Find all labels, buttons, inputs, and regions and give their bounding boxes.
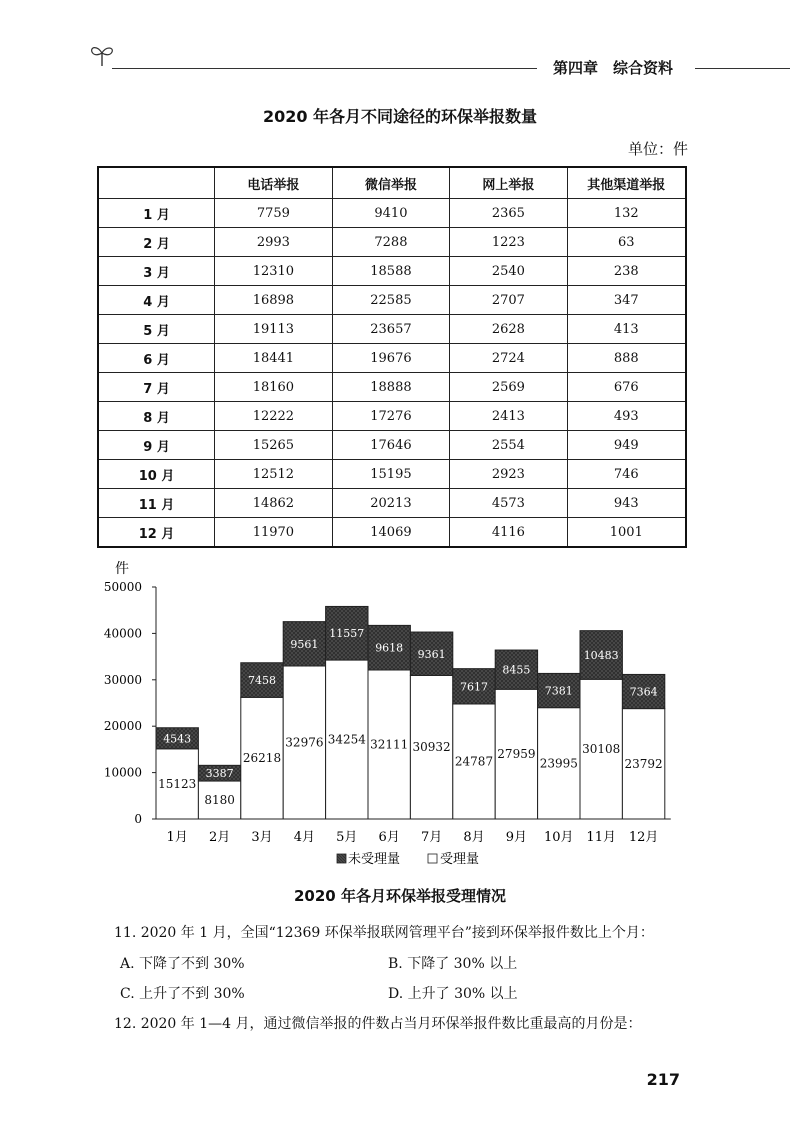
legend-label-accepted: 受理量 [440,852,480,867]
y-tick-label: 50000 [103,580,142,594]
table-cell: 22585 [332,286,450,315]
table-cell: 2628 [450,315,567,344]
row-month-cell: 4 月 [98,286,215,315]
data-label-unaccepted: 9618 [375,641,404,655]
y-tick-label: 0 [134,812,142,826]
y-tick-label: 40000 [103,626,142,641]
table-cell: 18888 [332,373,450,402]
data-label-unaccepted: 9561 [290,637,319,651]
table-cell: 1001 [567,518,686,548]
table-cell: 2569 [450,373,567,402]
x-tick-label: 1月 [166,830,188,845]
table-header-cell [98,167,215,199]
data-label-accepted: 23995 [539,756,578,771]
x-tick-label: 11月 [586,830,616,845]
table-cell: 15195 [332,460,450,489]
table-row [98,344,686,373]
row-month-cell: 6 月 [98,344,215,373]
data-label-accepted: 15123 [158,776,197,791]
table-unit: 单位：件 [627,140,688,158]
reports-table [97,166,687,548]
x-tick-label: 9月 [505,830,528,845]
data-label-unaccepted: 9361 [417,647,446,661]
y-tick-label: 10000 [103,765,142,780]
table-cell: 19113 [215,315,333,344]
x-tick-label: 12月 [628,830,659,845]
data-label-unaccepted: 8455 [502,663,531,677]
y-tick-label: 20000 [103,719,142,734]
header-rule-right [695,68,790,69]
legend-swatch-accepted [428,854,437,863]
data-label-accepted: 23792 [624,756,663,771]
question-11: 11. 2020 年 1 月，全国“12369 环保举报联网管理平台”接到环保举报件数比上个月： [114,925,654,941]
data-label-accepted: 32976 [285,735,324,750]
y-axis-label: 件 [115,561,129,577]
option-c: C. 上升了不到 30% [120,986,245,1002]
table-cell: 4573 [450,489,567,518]
table-title: 2020 年各月不同途径的环保举报数量 [262,107,538,126]
table-cell: 18441 [215,344,333,373]
option-a: A. 下降了不到 30% [120,956,245,972]
table-row [98,199,686,228]
table-row [98,460,686,489]
data-label-accepted: 30932 [412,740,451,755]
row-month-cell: 5 月 [98,315,215,344]
table-cell: 14862 [215,489,333,518]
table-cell: 17276 [332,402,450,431]
table-cell: 12310 [215,257,333,286]
table-cell: 493 [567,402,686,431]
row-month-cell: 7 月 [98,373,215,402]
data-label-unaccepted: 4543 [163,732,192,746]
row-month-cell: 3 月 [98,257,215,286]
table-cell: 19676 [332,344,450,373]
table-cell: 15265 [215,431,333,460]
table-row [98,315,686,344]
data-label-unaccepted: 11557 [329,627,365,641]
x-tick-label: 2月 [208,830,231,845]
data-label-accepted: 30108 [582,742,621,757]
table-header-cell: 网上举报 [450,167,567,199]
x-tick-label: 7月 [420,830,443,845]
table-cell: 14069 [332,518,450,548]
table-cell: 2923 [450,460,567,489]
table-cell: 746 [567,460,686,489]
stacked-bar-chart [0,555,800,885]
data-label-accepted: 24787 [454,754,494,769]
data-label-unaccepted: 7381 [544,684,573,698]
table-cell: 2554 [450,431,567,460]
row-month-cell: 10 月 [98,460,215,489]
data-label-unaccepted: 3387 [205,767,234,781]
sprout-icon [88,42,116,68]
table-row [98,257,686,286]
row-month-cell: 1 月 [98,199,215,228]
y-tick-label: 30000 [103,672,142,687]
table-cell: 20213 [332,489,450,518]
table-cell: 2993 [215,228,333,257]
chapter-title: 第四章 综合资料 [553,59,674,77]
table-cell: 943 [567,489,686,518]
table-row [98,402,686,431]
table-cell: 17646 [332,431,450,460]
table-row [98,431,686,460]
table-cell: 949 [567,431,686,460]
table-header-cell: 微信举报 [332,167,450,199]
table-cell: 4116 [450,518,567,548]
x-tick-label: 6月 [378,830,400,845]
x-tick-label: 4月 [293,830,316,845]
table-row [98,373,686,402]
data-label-accepted: 32111 [370,737,409,752]
table-cell: 63 [567,228,686,257]
table-cell: 16898 [215,286,333,315]
table-cell: 2724 [450,344,567,373]
table-cell: 12222 [215,402,333,431]
table-row [98,286,686,315]
legend-label-unaccepted: 未受理量 [348,852,401,867]
option-b: B. 下降了 30% 以上 [388,956,518,972]
table-cell: 2413 [450,402,567,431]
table-row [98,489,686,518]
data-label-accepted: 27959 [497,747,536,762]
table-cell: 413 [567,315,686,344]
row-month-cell: 2 月 [98,228,215,257]
table-row [98,518,686,548]
chart-title: 2020 年各月环保举报受理情况 [294,887,506,905]
row-month-cell: 9 月 [98,431,215,460]
table-cell: 347 [567,286,686,315]
table-cell: 12512 [215,460,333,489]
table-cell: 2707 [450,286,567,315]
data-label-accepted: 8180 [204,793,235,808]
x-tick-label: 8月 [463,830,485,845]
table-cell: 2365 [450,199,567,228]
row-month-cell: 11 月 [98,489,215,518]
table-cell: 7288 [332,228,450,257]
legend-swatch-unaccepted [337,854,346,863]
table-cell: 9410 [332,199,450,228]
table-cell: 2540 [450,257,567,286]
row-month-cell: 8 月 [98,402,215,431]
page-number: 217 [646,1070,680,1089]
table-cell: 238 [567,257,686,286]
table-cell: 1223 [450,228,567,257]
data-label-unaccepted: 10483 [583,648,619,662]
table-cell: 888 [567,344,686,373]
table-cell: 23657 [332,315,450,344]
x-tick-label: 5月 [336,830,358,845]
table-cell: 7759 [215,199,333,228]
question-12: 12. 2020 年 1—4 月，通过微信举报的件数占当月环保举报件数比重最高的月份是： [114,1016,642,1032]
data-label-unaccepted: 7364 [629,685,658,699]
x-tick-label: 3月 [251,830,273,845]
table-cell: 676 [567,373,686,402]
data-label-accepted: 26218 [242,751,282,766]
header-rule-left [112,68,537,69]
option-d: D. 上升了 30% 以上 [388,986,518,1002]
row-month-cell: 12 月 [98,518,215,548]
table-cell: 11970 [215,518,333,548]
table-cell: 18160 [215,373,333,402]
data-label-unaccepted: 7458 [248,674,276,688]
table-row [98,228,686,257]
table-cell: 132 [567,199,686,228]
data-label-unaccepted: 7617 [460,680,488,694]
x-tick-label: 10月 [544,830,574,845]
data-label-accepted: 34254 [327,732,366,747]
table-cell: 18588 [332,257,450,286]
table-header-cell: 其他渠道举报 [567,167,686,199]
table-header-cell: 电话举报 [215,167,333,199]
table-header-row [98,167,686,199]
